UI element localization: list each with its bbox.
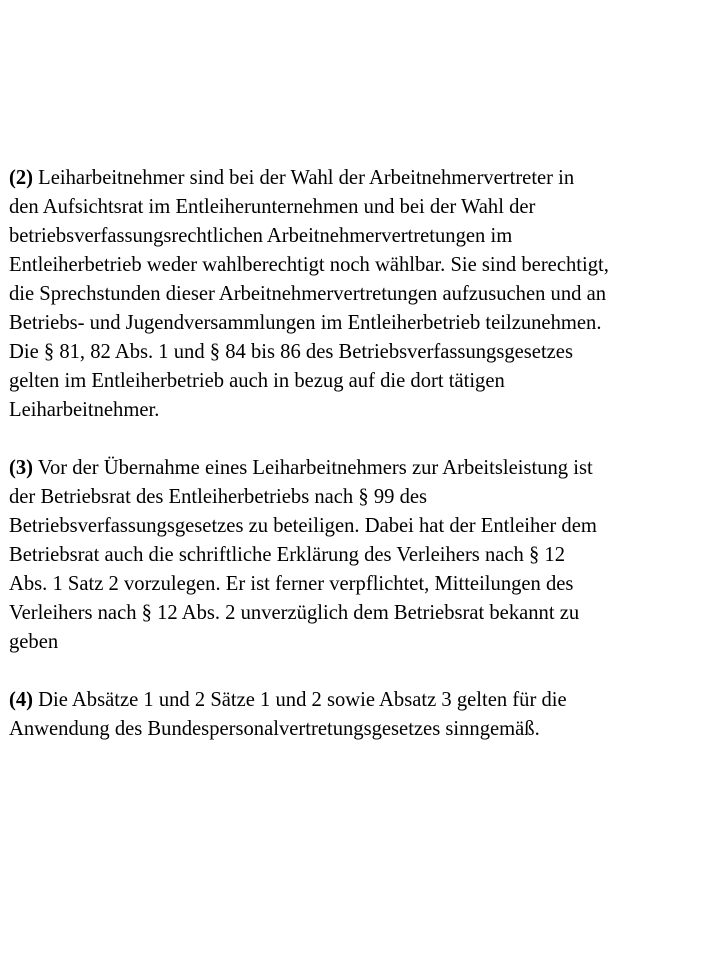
- document-body: [9, 164, 714, 744]
- paragraph-3: [9, 454, 714, 657]
- paragraph-text: Die Absätze 1 und 2 Sätze 1 und 2 sowie Absatz 3 gelten für die Anwendung des Bundespersonalvertretungsgesetzes sinngemäß.: [9, 689, 567, 740]
- paragraph-number: (3): [9, 457, 34, 479]
- paragraph-text: Vor der Übernahme eines Leiharbeitnehmers zur Arbeitsleistung ist der Betriebsrat des Entleiherbetriebs nach § 99 des Betriebsverfassungsgesetzes zu beteiligen. Dabei hat der Entleiher dem Betriebsrat auch die schriftliche Erklärung des Verleihers nach § 12 Abs. 1 Satz 2 vorzulegen. Er ist ferner verpflichtet, Mitteilungen des Verleihers nach § 12 Abs. 2 unverzüglich dem Betriebsrat bekannt zu geben: [9, 457, 597, 653]
- paragraph-text: Leiharbeitnehmer sind bei der Wahl der Arbeitnehmervertreter in den Aufsichtsrat im Entleiherunternehmen und bei der Wahl der betriebsverfassungsrechtlichen Arbeitnehmervertretungen im Entleiherbetrieb weder wahlberechtigt noch wählbar. Sie sind berechtigt, die Sprechstunden dieser Arbeitnehmervertretungen aufzusuchen und an Betriebs- und Jugendversammlungen im Entleiherbetrieb teilzunehmen. Die § 81, 82 Abs. 1 und § 84 bis 86 des Betriebsverfassungsgesetzes gelten im Entleiherbetrieb auch in bezug auf die dort tätigen Leiharbeitnehmer.: [9, 167, 609, 421]
- paragraph-4: [9, 686, 714, 744]
- paragraph-number: (2): [9, 167, 34, 189]
- paragraph-number: (4): [9, 689, 34, 711]
- paragraph-2: [9, 164, 714, 425]
